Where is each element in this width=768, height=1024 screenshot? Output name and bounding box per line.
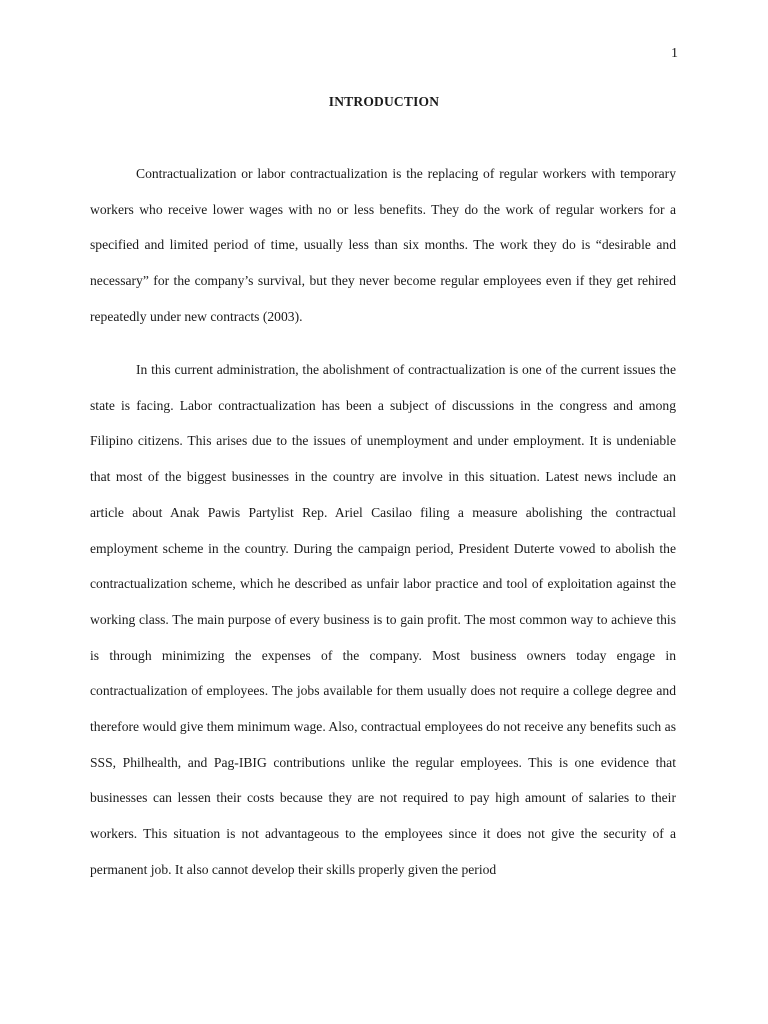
paragraph-2: In this current administration, the abolishment of contractualization is one of the current issues the state is facing. Labor contractualization has been a subject of discussions in the congress and among Filipino citizens. This arises due to the issues of unemployment and under employment. It is undeniable that most of the biggest businesses in the country are involve in this situation. Latest news include an article about Anak Pawis Partylist Rep. Ariel Casilao filing a measure abolishing the contractual employment scheme in the country. During the campaign period, President Duterte vowed to abolish the contractualization scheme, which he described as unfair labor practice and tool of exploitation against the working class. The main purpose of every business is to gain profit. The most common way to achieve this is through minimizing the expenses of the company. Most business owners today engage in contractualization of employees. The jobs available for them usually does not require a college degree and therefore would give them minimum wage. Also, contractual employees do not receive any benefits such as SSS, Philhealth, and Pag-IBIG contributions unlike the regular employees. This is one evidence that businesses can lessen their costs because they are not required to pay high amount of salaries to their workers. This situation is not advantageous to the employees since it does not give the security of a permanent job. It also cannot develop their skills properly given the period bbox=[90, 362, 676, 877]
page-number: 1 bbox=[671, 46, 678, 61]
paragraph-1: Contractualization or labor contractualization is the replacing of regular workers with temporary workers who receive lower wages with no or less benefits. They do the work of regular workers for a specified and limited period of time, usually less than six months. The work they do is “desirable and necessary” for the company’s survival, but they never become regular employees even if they get rehired repeatedly under new contracts (2003). bbox=[90, 166, 676, 324]
section-title: INTRODUCTION bbox=[328, 94, 440, 109]
